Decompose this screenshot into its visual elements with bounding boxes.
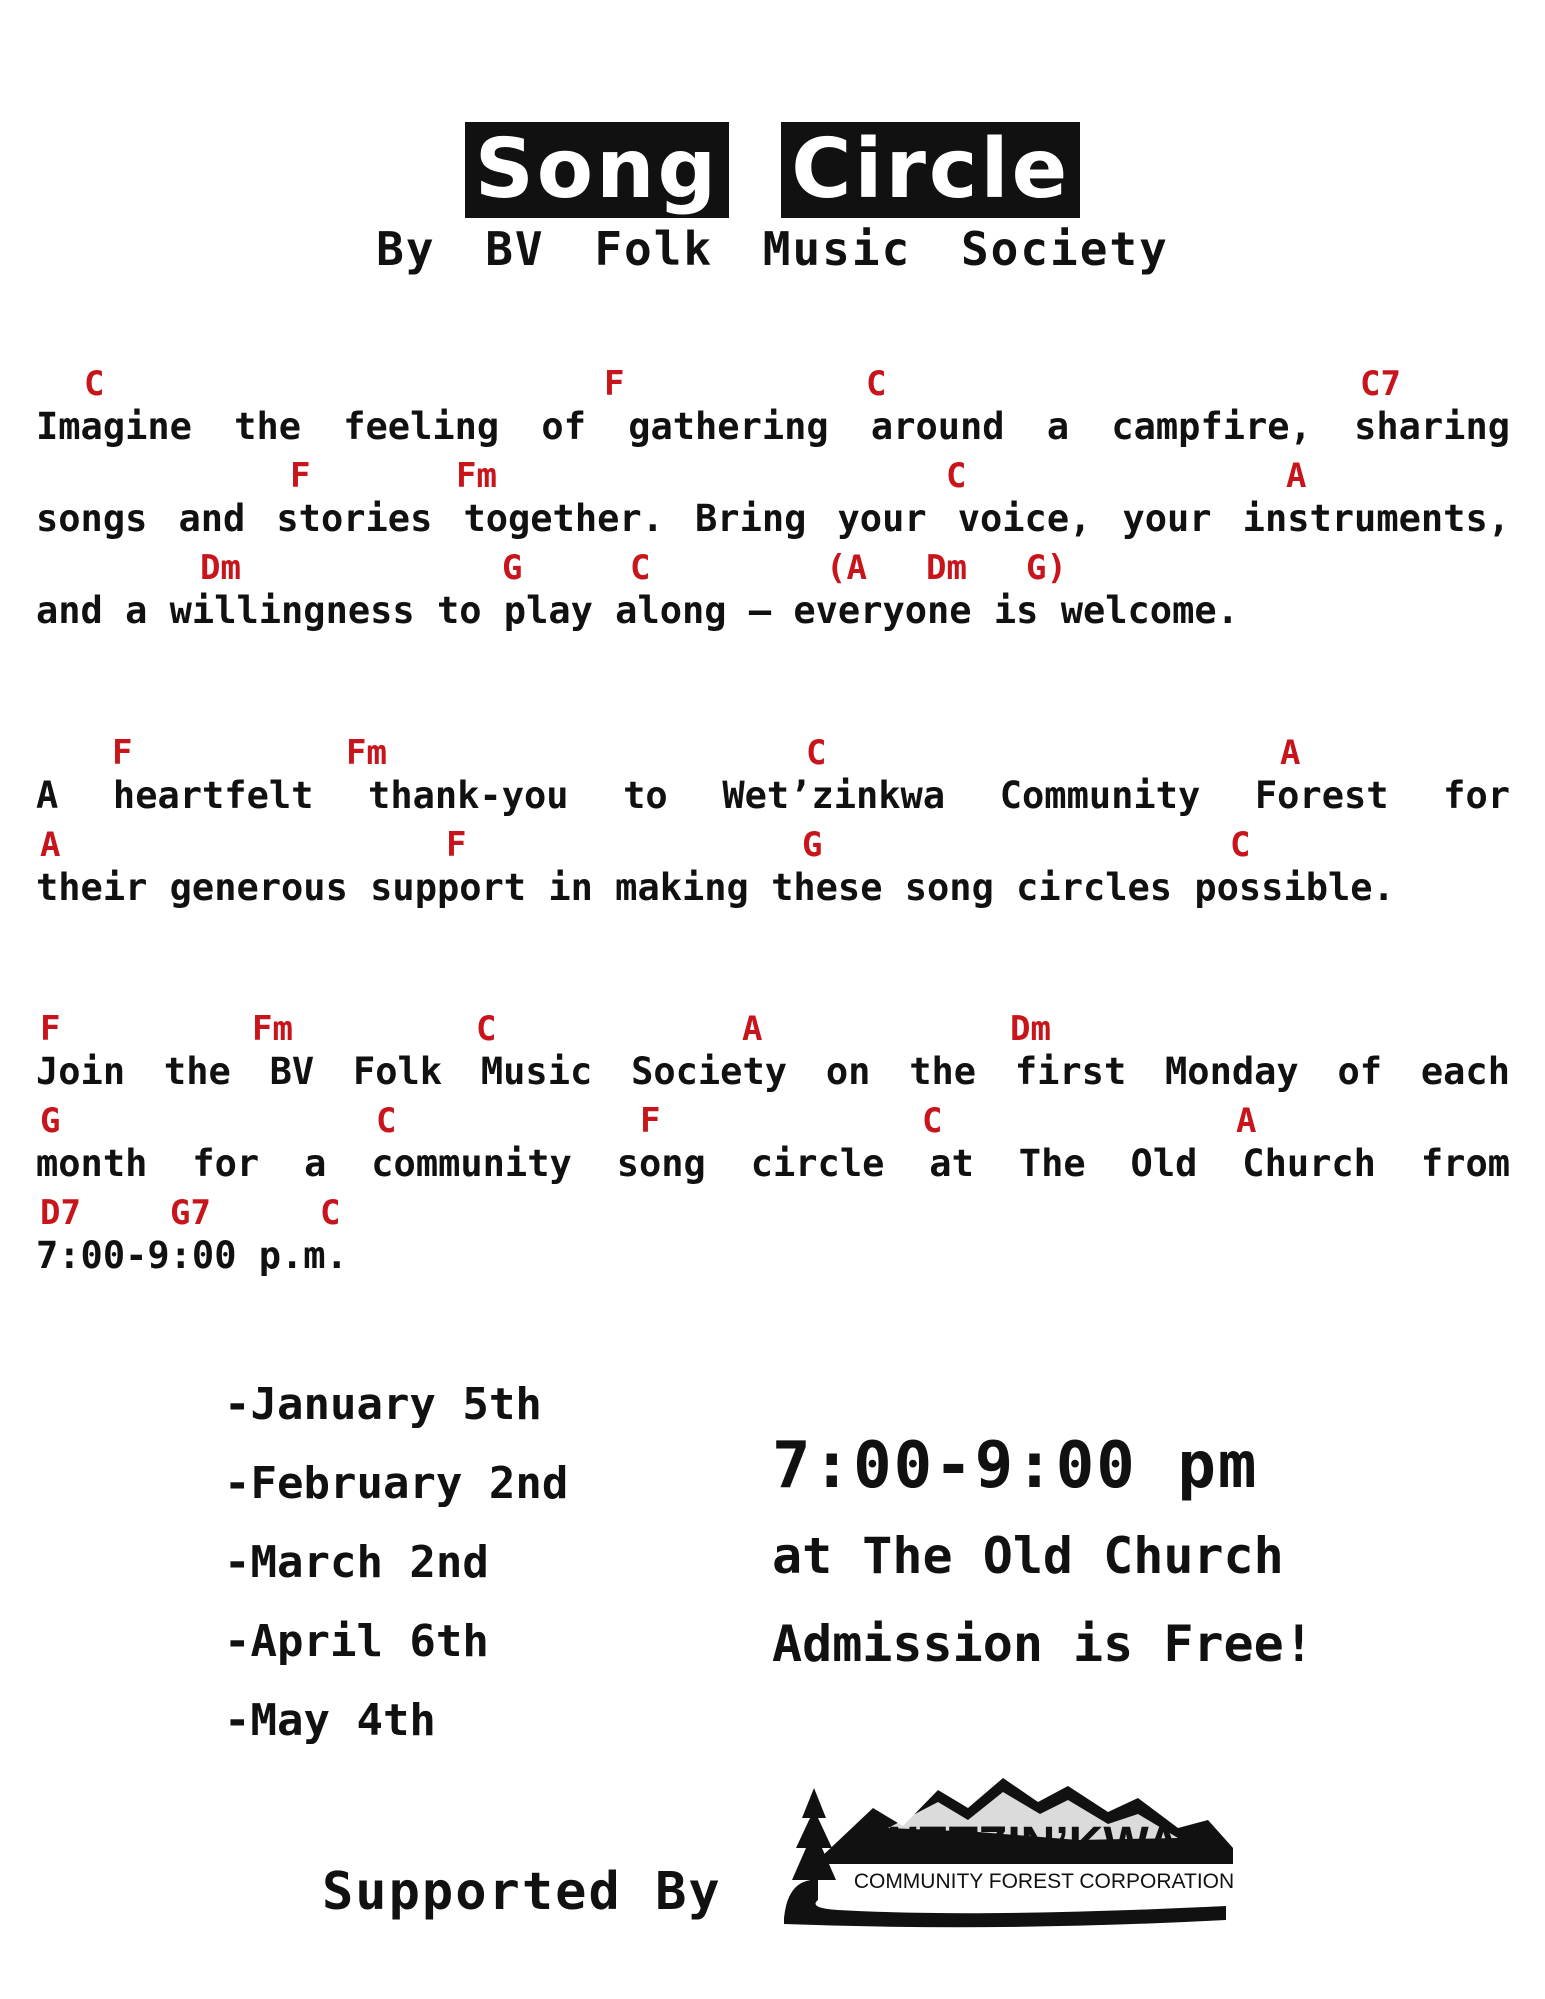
chord: C: [376, 1101, 397, 1141]
chord-line: [36, 542, 1510, 588]
chord: A: [1286, 456, 1307, 496]
chord: C7: [1360, 364, 1401, 404]
lyric-line: A heartfelt thank-you to Wet’zinkwa Community Forest for: [36, 774, 1510, 817]
chord: Dm: [200, 548, 241, 588]
chord: F: [604, 364, 625, 404]
wetzinkwa-logo: [778, 1768, 1238, 1930]
chord-line: [36, 1187, 1510, 1233]
chord-line: [36, 1003, 1510, 1049]
chord: (A: [826, 548, 867, 588]
chord-line: [36, 358, 1510, 404]
chord: D7: [40, 1193, 81, 1233]
logo-name: WETZIN’KWA: [871, 1818, 1181, 1871]
chord: Dm: [926, 548, 967, 588]
dates-list: [224, 1365, 568, 1760]
lyric-line: 7:00-9:00 p.m.: [36, 1234, 348, 1277]
chord: G: [502, 548, 523, 588]
title-word-circle: Circle: [781, 122, 1080, 218]
chord-line: [36, 819, 1510, 865]
chord: C: [476, 1009, 497, 1049]
page-title: [0, 122, 1545, 218]
chord: F: [446, 825, 467, 865]
chord-line: [36, 450, 1510, 496]
chord-line: [36, 727, 1510, 773]
event-admission: Admission is Free!: [772, 1615, 1314, 1673]
event-time: 7:00-9:00 pm: [772, 1429, 1259, 1503]
lyric-line: Imagine the feeling of gathering around a campfire, sharing: [36, 405, 1510, 448]
lyric-line: songs and stories together. Bring your voice, your instruments,: [36, 497, 1510, 540]
lyric-line: and a willingness to play along — everyone is welcome.: [36, 589, 1239, 632]
chord: Fm: [456, 456, 497, 496]
chord: C: [630, 548, 651, 588]
chord: Fm: [252, 1009, 293, 1049]
chord: C: [1230, 825, 1251, 865]
lyric-line: month for a community song circle at The Old Church from: [36, 1142, 1510, 1185]
chord: C: [320, 1193, 341, 1233]
date-item: -May 4th: [224, 1695, 436, 1746]
verse-2: [36, 727, 1510, 911]
event-info: [772, 1422, 1314, 1688]
chord: F: [640, 1101, 661, 1141]
date-item: -April 6th: [224, 1616, 489, 1667]
verse-3: [36, 1003, 1510, 1279]
verse-1: [36, 358, 1510, 634]
chord: A: [40, 825, 61, 865]
chord: C: [866, 364, 887, 404]
chord: C: [946, 456, 967, 496]
event-place: at The Old Church: [772, 1527, 1284, 1585]
chord: F: [112, 733, 133, 773]
chord: G7: [170, 1193, 211, 1233]
subtitle: By BV Folk Music Society: [376, 222, 1169, 276]
chord: Dm: [1010, 1009, 1051, 1049]
chord: F: [290, 456, 311, 496]
lyric-line: Join the BV Folk Music Society on the first Monday of each: [36, 1050, 1510, 1093]
date-item: -February 2nd: [224, 1458, 569, 1509]
chord: A: [1236, 1101, 1257, 1141]
chord: A: [1280, 733, 1301, 773]
chord: Fm: [346, 733, 387, 773]
date-item: -January 5th: [224, 1379, 542, 1430]
chord: C: [806, 733, 827, 773]
chord: F: [40, 1009, 61, 1049]
chord: G: [802, 825, 823, 865]
chord: G): [1026, 548, 1067, 588]
lyric-line: their generous support in making these song circles possible.: [36, 866, 1395, 909]
chord: G: [40, 1101, 61, 1141]
date-item: -March 2nd: [224, 1537, 489, 1588]
supported-by-label: Supported By: [322, 1862, 722, 1922]
chord: A: [742, 1009, 763, 1049]
logo-subtitle: COMMUNITY FOREST CORPORATION: [853, 1870, 1235, 1893]
chord-line: [36, 1095, 1510, 1141]
title-word-song: Song: [465, 122, 729, 218]
chord: C: [84, 364, 105, 404]
chord: C: [922, 1101, 943, 1141]
